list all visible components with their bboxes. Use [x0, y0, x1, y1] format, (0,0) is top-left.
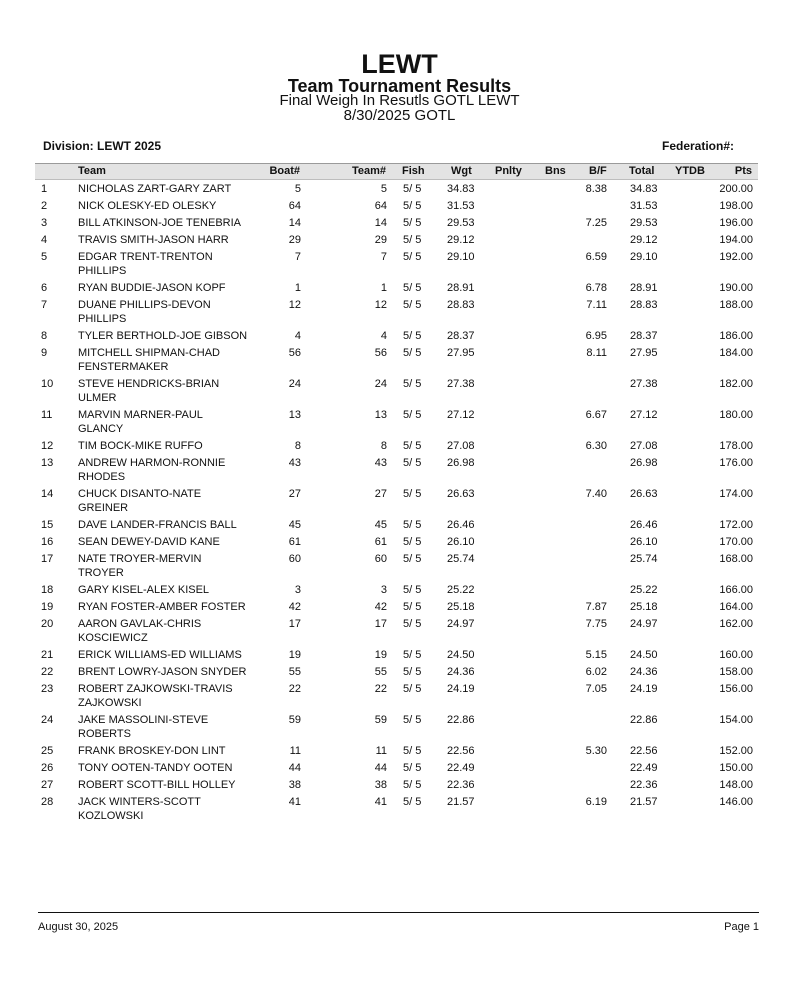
- cell-place: 18: [41, 584, 54, 596]
- cell-teamno: 27: [374, 488, 387, 500]
- cell-pts: 196.00: [719, 217, 753, 229]
- cell-pts: 154.00: [719, 714, 753, 726]
- cell-place: 22: [41, 666, 54, 678]
- cell-team: EDGAR TRENT-TRENTON PHILLIPS: [78, 251, 213, 277]
- cell-total: 21.57: [630, 796, 658, 808]
- col-bns: Bns: [545, 165, 566, 177]
- cell-boat: 24: [288, 378, 301, 390]
- cell-fish: 5/ 5: [403, 584, 422, 596]
- cell-boat: 22: [288, 683, 301, 695]
- cell-teamno: 45: [374, 519, 387, 531]
- cell-fish: 5/ 5: [403, 666, 422, 678]
- col-pnlty: Pnlty: [495, 165, 522, 177]
- cell-total: 26.10: [630, 536, 658, 548]
- cell-boat: 17: [288, 618, 301, 630]
- cell-pts: 148.00: [719, 779, 753, 791]
- cell-team: FRANK BROSKEY-DON LINT: [78, 745, 226, 757]
- cell-place: 8: [41, 330, 48, 342]
- cell-wgt: 27.08: [447, 440, 475, 452]
- table-row: [0, 680, 799, 711]
- cell-boat: 41: [288, 796, 301, 808]
- cell-teamno: 7: [380, 251, 387, 263]
- cell-place: 4: [41, 234, 48, 246]
- table-row: [0, 248, 799, 279]
- table-row: [0, 742, 799, 759]
- cell-total: 26.63: [630, 488, 658, 500]
- cell-fish: 5/ 5: [403, 440, 422, 452]
- cell-boat: 3: [294, 584, 301, 596]
- cell-fish: 5/ 5: [403, 762, 422, 774]
- cell-wgt: 25.22: [447, 584, 475, 596]
- cell-bf: 7.25: [585, 217, 607, 229]
- cell-boat: 12: [288, 299, 301, 311]
- cell-bf: 7.87: [585, 601, 607, 613]
- cell-wgt: 28.91: [447, 282, 475, 294]
- table-header: [35, 163, 758, 180]
- cell-teamno: 59: [374, 714, 387, 726]
- cell-pts: 170.00: [719, 536, 753, 548]
- cell-teamno: 3: [380, 584, 387, 596]
- cell-teamno: 42: [374, 601, 387, 613]
- cell-bf: 6.19: [585, 796, 607, 808]
- cell-team: DAVE LANDER-FRANCIS BALL: [78, 519, 237, 531]
- cell-place: 13: [41, 457, 54, 469]
- cell-fish: 5/ 5: [403, 183, 422, 195]
- event-date: 8/30/2025 GOTL: [343, 107, 456, 124]
- col-team: Team: [78, 165, 106, 177]
- cell-team: MARVIN MARNER-PAUL GLANCY: [78, 409, 203, 435]
- table-row: [0, 581, 799, 598]
- cell-total: 22.49: [630, 762, 658, 774]
- division-label: Division: LEWT 2025: [43, 139, 162, 153]
- cell-fish: 5/ 5: [403, 683, 422, 695]
- cell-place: 21: [41, 649, 54, 661]
- cell-pts: 188.00: [719, 299, 753, 311]
- cell-wgt: 22.36: [447, 779, 475, 791]
- cell-pts: 156.00: [719, 683, 753, 695]
- cell-bf: 5.15: [585, 649, 607, 661]
- col-pts: Pts: [734, 165, 752, 177]
- cell-boat: 1: [294, 282, 301, 294]
- cell-teamno: 17: [374, 618, 387, 630]
- cell-fish: 5/ 5: [403, 488, 422, 500]
- cell-fish: 5/ 5: [403, 601, 422, 613]
- cell-pts: 166.00: [719, 584, 753, 596]
- cell-wgt: 26.98: [447, 457, 475, 469]
- cell-place: 6: [41, 282, 48, 294]
- results-table: [0, 180, 799, 824]
- cell-bf: 8.38: [585, 183, 607, 195]
- cell-place: 28: [41, 796, 54, 808]
- cell-wgt: 24.97: [447, 618, 475, 630]
- cell-teamno: 4: [380, 330, 387, 342]
- cell-wgt: 27.38: [447, 378, 475, 390]
- cell-team: ROBERT SCOTT-BILL HOLLEY: [78, 779, 236, 791]
- col-total: Total: [629, 165, 655, 177]
- cell-teamno: 24: [374, 378, 387, 390]
- cell-pts: 190.00: [719, 282, 753, 294]
- table-row: [0, 550, 799, 581]
- cell-boat: 7: [294, 251, 301, 263]
- cell-fish: 5/ 5: [403, 409, 422, 421]
- cell-bf: 7.40: [585, 488, 607, 500]
- cell-total: 27.95: [630, 347, 658, 359]
- cell-teamno: 5: [380, 183, 387, 195]
- cell-fish: 5/ 5: [403, 618, 422, 630]
- cell-total: 24.36: [630, 666, 658, 678]
- cell-place: 12: [41, 440, 54, 452]
- cell-wgt: 29.10: [447, 251, 475, 263]
- cell-total: 22.86: [630, 714, 658, 726]
- cell-boat: 44: [288, 762, 301, 774]
- cell-total: 24.50: [630, 649, 658, 661]
- cell-pts: 200.00: [719, 183, 753, 195]
- cell-wgt: 25.18: [447, 601, 475, 613]
- cell-total: 29.12: [630, 234, 658, 246]
- cell-team: DUANE PHILLIPS-DEVON PHILLIPS: [78, 299, 211, 325]
- cell-total: 29.53: [630, 217, 658, 229]
- federation-label: Federation#:: [662, 139, 735, 153]
- cell-boat: 45: [288, 519, 301, 531]
- cell-team: TONY OOTEN-TANDY OOTEN: [78, 762, 233, 774]
- cell-total: 24.97: [630, 618, 658, 630]
- cell-total: 24.19: [630, 683, 658, 695]
- col-ytdb: YTDB: [675, 165, 705, 177]
- cell-team: TIM BOCK-MIKE RUFFO: [78, 440, 203, 452]
- footer-divider: [38, 912, 759, 913]
- cell-bf: 6.02: [585, 666, 607, 678]
- table-row: [0, 296, 799, 327]
- cell-fish: 5/ 5: [403, 378, 422, 390]
- cell-pts: 194.00: [719, 234, 753, 246]
- cell-total: 22.36: [630, 779, 658, 791]
- cell-wgt: 26.10: [447, 536, 475, 548]
- cell-place: 27: [41, 779, 54, 791]
- cell-place: 7: [41, 299, 48, 311]
- table-row: [0, 375, 799, 406]
- col-boat: Boat#: [269, 165, 300, 177]
- footer-page: Page 1: [724, 921, 759, 933]
- table-row: [0, 598, 799, 615]
- cell-bf: 6.67: [585, 409, 607, 421]
- table-row: [0, 646, 799, 663]
- cell-teamno: 29: [374, 234, 387, 246]
- cell-team: NATE TROYER-MERVIN TROYER: [78, 553, 202, 579]
- cell-pts: 168.00: [719, 553, 753, 565]
- table-row: [0, 437, 799, 454]
- cell-place: 15: [41, 519, 54, 531]
- cell-fish: 5/ 5: [403, 779, 422, 791]
- cell-boat: 56: [288, 347, 301, 359]
- cell-pts: 152.00: [719, 745, 753, 757]
- cell-team: TYLER BERTHOLD-JOE GIBSON: [78, 330, 248, 342]
- cell-total: 25.22: [630, 584, 658, 596]
- cell-place: 24: [41, 714, 54, 726]
- cell-total: 25.18: [630, 601, 658, 613]
- cell-teamno: 61: [374, 536, 387, 548]
- cell-bf: 5.30: [585, 745, 607, 757]
- cell-boat: 13: [288, 409, 301, 421]
- cell-place: 1: [41, 183, 48, 195]
- cell-boat: 38: [288, 779, 301, 791]
- event-name: Final Weigh In Resutls GOTL LEWT: [279, 92, 520, 109]
- cell-team: BRENT LOWRY-JASON SNYDER: [78, 666, 247, 678]
- table-row: [0, 759, 799, 776]
- cell-team: MITCHELL SHIPMAN-CHAD FENSTERMAKER: [78, 347, 220, 373]
- cell-fish: 5/ 5: [403, 299, 422, 311]
- cell-place: 16: [41, 536, 54, 548]
- cell-fish: 5/ 5: [403, 330, 422, 342]
- cell-bf: 7.75: [585, 618, 607, 630]
- cell-boat: 14: [288, 217, 301, 229]
- cell-wgt: 28.83: [447, 299, 475, 311]
- cell-fish: 5/ 5: [403, 234, 422, 246]
- cell-boat: 55: [288, 666, 301, 678]
- cell-wgt: 28.37: [447, 330, 475, 342]
- cell-total: 28.37: [630, 330, 658, 342]
- cell-teamno: 38: [374, 779, 387, 791]
- cell-wgt: 22.86: [447, 714, 475, 726]
- cell-fish: 5/ 5: [403, 714, 422, 726]
- table-row: [0, 711, 799, 742]
- cell-wgt: 25.74: [447, 553, 475, 565]
- cell-total: 27.08: [630, 440, 658, 452]
- cell-team: CHUCK DISANTO-NATE GREINER: [78, 488, 202, 514]
- table-row: [0, 180, 799, 197]
- table-row: [0, 327, 799, 344]
- cell-wgt: 24.36: [447, 666, 475, 678]
- col-teamno: Team#: [351, 165, 386, 177]
- table-row: [0, 279, 799, 296]
- cell-bf: 8.11: [586, 347, 607, 359]
- cell-teamno: 43: [374, 457, 387, 469]
- table-row: [0, 615, 799, 646]
- table-row: [0, 533, 799, 550]
- cell-fish: 5/ 5: [403, 649, 422, 661]
- cell-wgt: 22.49: [447, 762, 475, 774]
- cell-place: 2: [41, 200, 48, 212]
- cell-bf: 6.30: [585, 440, 607, 452]
- cell-total: 22.56: [630, 745, 658, 757]
- cell-place: 11: [41, 409, 53, 421]
- table-row: [0, 793, 799, 824]
- cell-team: RYAN FOSTER-AMBER FOSTER: [78, 601, 246, 613]
- cell-boat: 60: [288, 553, 301, 565]
- table-row: [0, 485, 799, 516]
- cell-teamno: 1: [380, 282, 387, 294]
- table-row: [0, 214, 799, 231]
- cell-team: SEAN DEWEY-DAVID KANE: [78, 536, 220, 548]
- cell-pts: 180.00: [719, 409, 753, 421]
- cell-fish: 5/ 5: [403, 519, 422, 531]
- table-row: [0, 454, 799, 485]
- cell-wgt: 21.57: [447, 796, 475, 808]
- cell-fish: 5/ 5: [403, 745, 422, 757]
- table-row: [0, 197, 799, 214]
- cell-boat: 19: [288, 649, 301, 661]
- cell-teamno: 55: [374, 666, 387, 678]
- cell-fish: 5/ 5: [403, 347, 422, 359]
- cell-teamno: 11: [375, 745, 387, 757]
- cell-boat: 5: [294, 183, 301, 195]
- cell-place: 25: [41, 745, 54, 757]
- cell-wgt: 26.63: [447, 488, 475, 500]
- cell-teamno: 8: [380, 440, 387, 452]
- cell-wgt: 29.53: [447, 217, 475, 229]
- table-row: [0, 516, 799, 533]
- table-row: [0, 776, 799, 793]
- cell-teamno: 44: [374, 762, 387, 774]
- cell-place: 14: [41, 488, 54, 500]
- cell-team: NICHOLAS ZART-GARY ZART: [78, 183, 232, 195]
- cell-fish: 5/ 5: [403, 457, 422, 469]
- col-fish: Fish: [402, 165, 425, 177]
- cell-pts: 146.00: [719, 796, 753, 808]
- cell-boat: 59: [288, 714, 301, 726]
- cell-teamno: 14: [374, 217, 387, 229]
- col-wgt: Wgt: [451, 165, 472, 177]
- cell-place: 10: [41, 378, 54, 390]
- cell-boat: 42: [288, 601, 301, 613]
- cell-pts: 184.00: [719, 347, 753, 359]
- table-row: [0, 663, 799, 680]
- cell-place: 3: [41, 217, 48, 229]
- cell-team: JACK WINTERS-SCOTT KOZLOWSKI: [78, 796, 201, 822]
- cell-team: BILL ATKINSON-JOE TENEBRIA: [78, 217, 242, 229]
- cell-total: 28.83: [630, 299, 658, 311]
- cell-teamno: 56: [374, 347, 387, 359]
- cell-pts: 186.00: [719, 330, 753, 342]
- cell-pts: 174.00: [719, 488, 753, 500]
- cell-team: AARON GAVLAK-CHRIS KOSCIEWICZ: [78, 618, 202, 644]
- cell-bf: 6.59: [585, 251, 607, 263]
- cell-place: 26: [41, 762, 54, 774]
- cell-team: RYAN BUDDIE-JASON KOPF: [78, 282, 226, 294]
- cell-team: GARY KISEL-ALEX KISEL: [78, 584, 210, 596]
- cell-team: ROBERT ZAJKOWSKI-TRAVIS ZAJKOWSKI: [78, 683, 233, 709]
- col-bf: B/F: [589, 165, 607, 177]
- cell-wgt: 26.46: [447, 519, 475, 531]
- cell-place: 9: [41, 347, 48, 359]
- cell-pts: 178.00: [719, 440, 753, 452]
- cell-bf: 7.05: [585, 683, 607, 695]
- cell-pts: 192.00: [719, 251, 753, 263]
- cell-total: 26.98: [630, 457, 658, 469]
- cell-pts: 176.00: [719, 457, 753, 469]
- cell-total: 27.12: [630, 409, 658, 421]
- report-title: LEWT: [361, 49, 438, 79]
- cell-team: TRAVIS SMITH-JASON HARR: [78, 234, 229, 246]
- cell-pts: 172.00: [719, 519, 753, 531]
- cell-bf: 6.78: [585, 282, 607, 294]
- cell-bf: 7.11: [586, 299, 607, 311]
- cell-wgt: 24.19: [447, 683, 475, 695]
- cell-pts: 160.00: [719, 649, 753, 661]
- cell-total: 28.91: [630, 282, 658, 294]
- cell-teamno: 60: [374, 553, 387, 565]
- cell-place: 17: [41, 553, 54, 565]
- cell-total: 27.38: [630, 378, 658, 390]
- cell-boat: 8: [294, 440, 301, 452]
- cell-place: 19: [41, 601, 54, 613]
- cell-teamno: 12: [374, 299, 387, 311]
- cell-pts: 162.00: [719, 618, 753, 630]
- cell-teamno: 19: [374, 649, 387, 661]
- report-subtitle: Team Tournament Results: [287, 76, 512, 96]
- cell-fish: 5/ 5: [403, 553, 422, 565]
- cell-fish: 5/ 5: [403, 217, 422, 229]
- cell-wgt: 22.56: [447, 745, 475, 757]
- cell-total: 31.53: [630, 200, 658, 212]
- cell-wgt: 27.12: [447, 409, 475, 421]
- table-row: [0, 344, 799, 375]
- cell-teamno: 22: [374, 683, 387, 695]
- cell-wgt: 29.12: [447, 234, 475, 246]
- cell-pts: 182.00: [719, 378, 753, 390]
- cell-boat: 4: [294, 330, 301, 342]
- cell-teamno: 41: [374, 796, 387, 808]
- cell-fish: 5/ 5: [403, 282, 422, 294]
- cell-team: ANDREW HARMON-RONNIE RHODES: [78, 457, 226, 483]
- cell-pts: 164.00: [719, 601, 753, 613]
- cell-wgt: 34.83: [447, 183, 475, 195]
- cell-boat: 64: [288, 200, 301, 212]
- cell-total: 34.83: [630, 183, 658, 195]
- cell-pts: 150.00: [719, 762, 753, 774]
- cell-team: STEVE HENDRICKS-BRIAN ULMER: [78, 378, 220, 404]
- cell-wgt: 31.53: [447, 200, 475, 212]
- cell-total: 25.74: [630, 553, 658, 565]
- cell-fish: 5/ 5: [403, 796, 422, 808]
- cell-boat: 27: [288, 488, 301, 500]
- cell-fish: 5/ 5: [403, 536, 422, 548]
- cell-wgt: 27.95: [447, 347, 475, 359]
- cell-total: 29.10: [630, 251, 658, 263]
- table-row: [0, 406, 799, 437]
- cell-teamno: 64: [374, 200, 387, 212]
- cell-place: 20: [41, 618, 54, 630]
- cell-pts: 198.00: [719, 200, 753, 212]
- cell-pts: 158.00: [719, 666, 753, 678]
- cell-boat: 61: [288, 536, 301, 548]
- cell-place: 5: [41, 251, 48, 263]
- cell-wgt: 24.50: [447, 649, 475, 661]
- cell-boat: 43: [288, 457, 301, 469]
- table-row: [0, 231, 799, 248]
- cell-teamno: 13: [374, 409, 387, 421]
- cell-team: JAKE MASSOLINI-STEVE ROBERTS: [78, 714, 209, 740]
- cell-fish: 5/ 5: [403, 251, 422, 263]
- cell-boat: 29: [288, 234, 301, 246]
- cell-boat: 11: [289, 745, 301, 757]
- cell-team: ERICK WILLIAMS-ED WILLIAMS: [78, 649, 242, 661]
- cell-fish: 5/ 5: [403, 200, 422, 212]
- cell-team: NICK OLESKY-ED OLESKY: [78, 200, 217, 212]
- footer-date: August 30, 2025: [38, 921, 119, 933]
- cell-total: 26.46: [630, 519, 658, 531]
- cell-place: 23: [41, 683, 54, 695]
- cell-bf: 6.95: [585, 330, 607, 342]
